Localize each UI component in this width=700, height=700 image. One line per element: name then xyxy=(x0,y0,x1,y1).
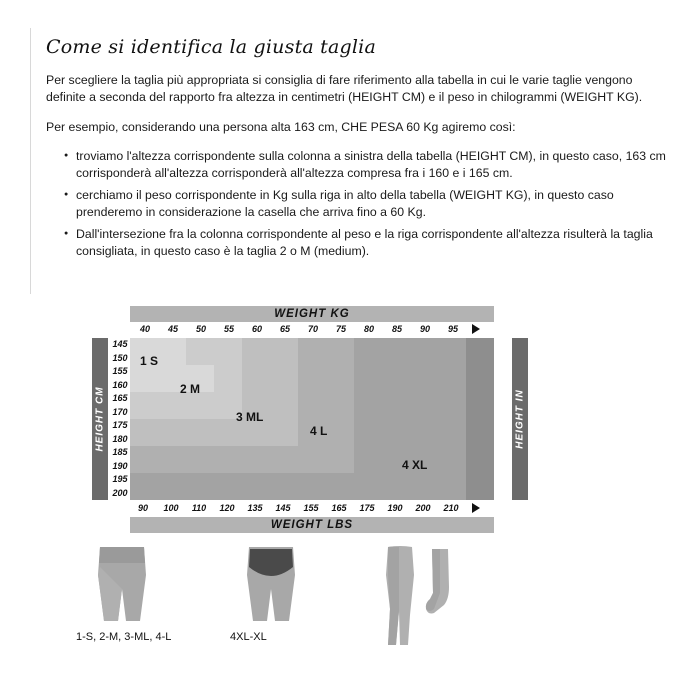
y-tick-left: 200 xyxy=(112,487,128,498)
chart-zone-label: 2 M xyxy=(180,382,201,396)
intro-paragraph-2: Per esempio, considerando una persona alta 163 cm, CHE PESA 60 Kg agiremo così: xyxy=(46,119,516,134)
left-rule-divider xyxy=(30,28,31,294)
x-tick-top: 70 xyxy=(307,324,318,334)
tights-figure-2 xyxy=(231,545,311,625)
x-tick-bottom: 100 xyxy=(163,503,179,513)
chart-zone-cell xyxy=(354,338,466,500)
y-tick-left: 185 xyxy=(112,447,128,457)
y-tick-left: 180 xyxy=(112,433,128,444)
figure-caption-2: 4XL-XL xyxy=(230,631,267,643)
chart-zone-cell xyxy=(130,473,354,500)
x-tick-top: 90 xyxy=(419,324,430,334)
y-tick-right: 69 xyxy=(494,420,505,430)
chart-zone-cell xyxy=(130,446,354,473)
x-tick-bottom: 190 xyxy=(387,503,403,513)
chart-footer-weight-lbs: WEIGHT LBS xyxy=(130,517,494,533)
x-tick-bottom: 175 xyxy=(359,503,375,513)
instruction-list xyxy=(46,148,666,260)
chart-zone-cell xyxy=(186,338,214,365)
x-tick-top: 95 xyxy=(447,324,458,334)
y-tick-left: 190 xyxy=(112,460,128,471)
x-tick-top: 55 xyxy=(223,324,234,334)
chart-bottom-axis xyxy=(130,502,494,516)
axis-label-height-in: HEIGHT IN xyxy=(512,338,528,500)
y-tick-right: 79 xyxy=(494,487,505,498)
list-item: ● troviamo l'altezza corrispondente sulla colonna a sinistra della tabella (HEIGHT CM), in questo caso, 163 cm corrisponderà all'altezza corrisponderà all'altezza compresa fra i 160 e i 165 cm. xyxy=(64,148,666,182)
chart-zone-label: 4 XL xyxy=(402,458,428,472)
x-tick-bottom: 110 xyxy=(191,503,207,513)
chart-zone-cell xyxy=(298,338,354,419)
list-item: ● cerchiamo il peso corrispondente in Kg sulla riga in alto della tabella (WEIGHT KG), in questo caso prenderemo in considerazione la casella che arriva fino a 60 Kg. xyxy=(64,187,666,221)
y-tick-right: 67 xyxy=(494,406,505,417)
x-tick-bottom: 90 xyxy=(137,503,148,513)
axis-label-height-cm: HEIGHT CM xyxy=(92,338,108,500)
y-tick-left: 150 xyxy=(112,352,128,363)
tights-figure-1 xyxy=(82,545,162,625)
intro-paragraph-1: Per scegliere la taglia più appropriata si consiglia di fare riferimento alla tabella in cui le varie taglie vengono definite a seconda del rapporto fra altezza in centimetri (HEIGHT CM) e il peso in chilogrammi (WEIGHT KG). xyxy=(46,73,643,105)
y-tick-right: 77 xyxy=(494,474,505,484)
y-tick-left: 155 xyxy=(112,366,128,376)
y-tick-right: 65 xyxy=(494,393,505,403)
y-tick-right: 71 xyxy=(494,433,505,444)
y-tick-right: 75 xyxy=(494,460,505,471)
x-tick-top: 65 xyxy=(279,324,290,334)
sock-figure xyxy=(420,547,460,627)
x-tick-bottom: 145 xyxy=(275,503,291,513)
axis-arrow-icon xyxy=(472,503,480,513)
chart-zone-label: 4 L xyxy=(310,424,328,438)
figure-caption-1: 1-S, 2-M, 3-ML, 4-L xyxy=(76,631,172,643)
axis-arrow-icon xyxy=(472,324,480,334)
y-tick-left: 170 xyxy=(112,406,128,417)
x-tick-bottom: 165 xyxy=(331,503,347,513)
chart-zone-cell xyxy=(130,392,242,419)
y-tick-left: 160 xyxy=(112,379,128,390)
list-item: ● Dall'intersezione fra la colonna corrispondente al peso e la riga corrispondente all'altezza risulterà la taglia consigliata, in questo caso è la taglia 2 o M (medium). xyxy=(64,226,666,260)
x-tick-top: 45 xyxy=(167,324,178,334)
page-title: Come si identifica la giusta taglia xyxy=(46,36,376,58)
x-tick-bottom: 135 xyxy=(247,503,263,513)
figure-row xyxy=(46,545,526,655)
chart-zone-label: 3 ML xyxy=(236,410,264,424)
size-chart xyxy=(46,306,526,536)
chart-zone-label: 1 S xyxy=(140,354,159,368)
chart-top-axis xyxy=(130,323,494,337)
x-tick-top: 85 xyxy=(391,324,402,334)
y-tick-left: 165 xyxy=(112,393,128,403)
x-tick-top: 80 xyxy=(363,324,374,334)
chart-zone-cell xyxy=(130,419,298,446)
x-tick-top: 60 xyxy=(251,324,262,334)
chart-grid xyxy=(130,338,494,500)
y-tick-left: 145 xyxy=(112,339,128,349)
y-tick-left: 195 xyxy=(112,474,128,484)
x-tick-top: 40 xyxy=(139,324,150,334)
x-tick-bottom: 155 xyxy=(303,503,319,513)
y-tick-right: 57 xyxy=(494,339,505,349)
x-tick-bottom: 210 xyxy=(443,503,459,513)
x-tick-bottom: 200 xyxy=(415,503,431,513)
y-tick-right: 63 xyxy=(494,379,505,390)
y-tick-right: 59 xyxy=(494,352,505,363)
y-tick-left: 175 xyxy=(112,420,128,430)
chart-zone-cell xyxy=(130,365,214,392)
text-content xyxy=(46,36,666,265)
x-tick-top: 50 xyxy=(195,324,206,334)
x-tick-bottom: 120 xyxy=(219,503,235,513)
x-tick-top: 75 xyxy=(335,324,346,334)
y-tick-right: 61 xyxy=(494,366,505,376)
y-tick-right: 73 xyxy=(494,447,505,457)
chart-header-weight-kg: WEIGHT KG xyxy=(130,306,494,322)
